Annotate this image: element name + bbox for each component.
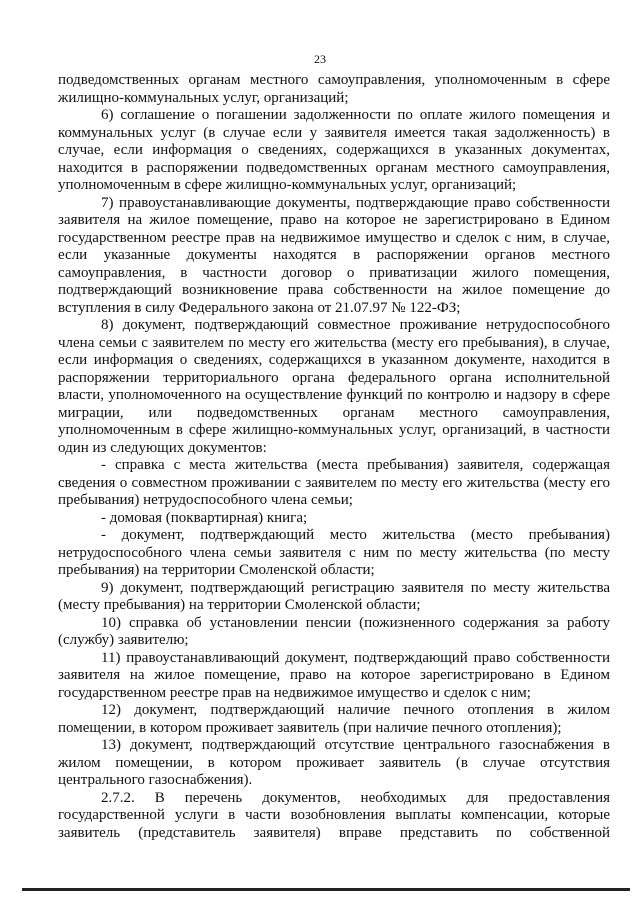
document-body [58,72,610,842]
list-item-12: 12) документ, подтверждающий наличие печного отопления в жилом помещении, в котором проживает заявитель (при наличие печного отопления); [58,702,610,736]
section-2-7-2: 2.7.2. В перечень документов, необходимых для предоставления государственной услуги в части возобновления выплаты компенсации, которые заявитель (представитель заявителя) вправе представить по собственной [58,789,610,841]
page-number: 23 [314,52,326,66]
list-item-9: 9) документ, подтверждающий регистрацию заявителя по месту жительства (месту пребывания) на территории Смоленской области; [58,579,610,613]
sub-item-house-book: - домовая (поквартирная) книга; [101,509,308,526]
list-item-10: 10) справка об установлении пенсии (пожизненного содержания за работу (службу) заявителю; [58,614,610,648]
sub-item-residence-document: - документ, подтверждающий место жительства (место пребывания) нетрудоспособного члена семьи заявителя с ним по месту жительства (по месту пребывания) на территории Смоленской области; [58,527,610,578]
scan-bottom-edge [22,888,630,891]
list-item-13: 13) документ, подтверждающий отсутствие центрального газоснабжения в жилом помещении, в котором проживает заявитель (в случае отсутствия центрального газоснабжения). [58,737,610,788]
sub-item-residence-certificate: - справка с места жительства (места пребывания) заявителя, содержащая сведения о совместном проживании с заявителем по месту его жительства (месту его пребывания) нетрудоспособного члена семьи; [58,457,610,508]
list-item-6: 6) соглашение о погашении задолженности по оплате жилого помещения и коммунальных услуг (в случае если у заявителя имеется такая задолженность) в случае, если информация о сведениях, содержащихся в указанных документах, находится в распоряжении подведомственных органам местного самоуправления, уполномоченным в сфере жилищно-коммунальных услуг, организаций; [58,107,610,193]
list-item-7: 7) правоустанавливающие документы, подтверждающие право собственности заявителя на жилое помещение, право на которое не зарегистрировано в Едином государственном реестре прав на недвижимое имущество и сделок с ним, в случае, если указанные документы находятся в распоряжении органов местного самоуправления, в частности договор о приватизации жилого помещения, подтверждающий возникновение права собственности на жилое помещение до вступления в силу Федерального закона от 21.07.97 № 122-ФЗ; [58,194,610,316]
list-item-11: 11) правоустанавливающий документ, подтверждающий право собственности заявителя на жилое помещение, право на которое зарегистрировано в Едином государственном реестре прав на недвижимое имущество и сделок с ним; [58,649,610,701]
list-item-8: 8) документ, подтверждающий совместное проживание нетрудоспособного члена семьи с заявителем по месту его жительства (месту его пребывания), в случае, если информация о сведениях, содержащихся в указанном документе, находится в распоряжении территориального органа федерального органа исполнительной власти, уполномоченного на осуществление функций по контролю и надзору в сфере миграции, или подведомственных органам местного самоуправления, уполномоченным в сфере жилищно-коммунальных услуг, организаций, в частности один из следующих документов: [58,317,610,456]
paragraph-continuation: подведомственных органам местного самоуправления, уполномоченным в сфере жилищно-коммунальных услуг, организаций; [58,72,610,106]
